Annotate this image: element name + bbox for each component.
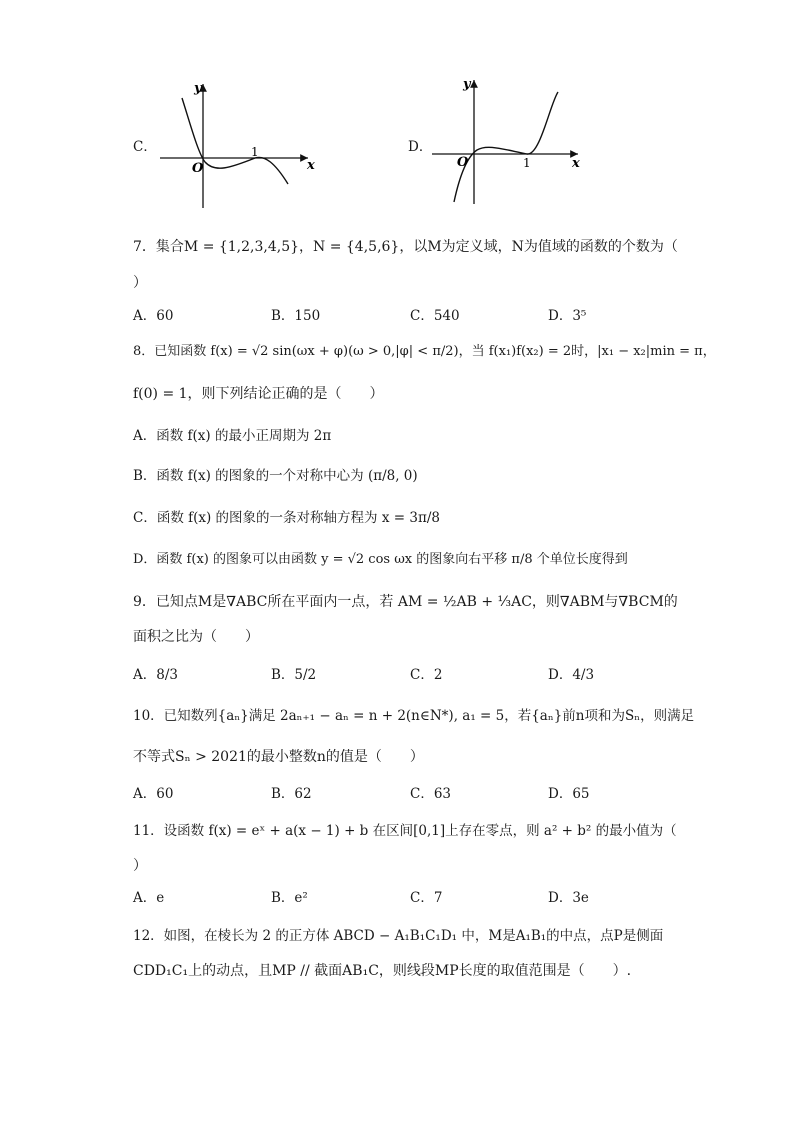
q8-option-d: D．函数 f(x) 的图象可以由函数 y = √2 cos ωx 的图象向右平移 π/8 个单位长度得到 (133, 552, 628, 567)
q9-option-c: C．2 (410, 667, 443, 683)
q9-option-a: A．8/3 (133, 667, 178, 683)
q10-option-b: B．62 (271, 786, 312, 802)
q7-option-a: A．60 (133, 308, 174, 324)
q12-stem-line2: CDD₁C₁上的动点，且MP // 截面AB₁C，则线段MP长度的取值范围是（ ）. (133, 963, 632, 979)
q8-stem-line2: f(0) = 1，则下列结论正确的是（ ） (133, 386, 384, 402)
option-c-graph (160, 78, 320, 213)
q7-option-c: C．540 (410, 308, 460, 324)
q12-stem-line1: 12．如图，在棱长为 2 的正方体 ABCD − A₁B₁C₁D₁ 中，M是A₁B₁的中点，点P是侧面 (133, 928, 664, 944)
q9-option-b: B．5/2 (271, 667, 317, 683)
q10-stem-line1: 10．已知数列{aₙ}满足 2aₙ₊₁ − aₙ = n + 2(n∈N*), a₁ = 5，若{aₙ}前n项和为Sₙ，则满足 (133, 708, 695, 724)
q8-option-b: B．函数 f(x) 的图象的一个对称中心为 (π/8, 0) (133, 468, 418, 484)
origin-label: O (457, 155, 469, 170)
option-d-graph-letter: D． (408, 139, 433, 155)
origin-label: O (192, 161, 204, 176)
q8-option-a: A．函数 f(x) 的最小正周期为 2π (133, 428, 332, 444)
q8-stem-line1: 8．已知函数 f(x) = √2 sin(ωx + φ)(ω > 0,|φ| < π/2)，当 f(x₁)f(x₂) = 2时，|x₁ − x₂|min = π， (133, 344, 716, 359)
q11-option-a: A．e (133, 890, 165, 906)
q11-option-d: D．3e (548, 890, 589, 906)
q7-stem-line2: ） (133, 275, 147, 291)
x-axis-label: x (572, 156, 580, 171)
q11-stem-line2: ） (133, 858, 147, 874)
option-d-graph (432, 74, 592, 209)
q7-option-b: B．150 (271, 308, 321, 324)
q11-option-c: C．7 (410, 890, 443, 906)
x-axis-label: x (307, 158, 315, 173)
q7-stem-line1: 7．集合M = {1,2,3,4,5}，N = {4,5,6}，以M为定义域，N为值域的函数的个数为（ (133, 239, 678, 255)
q9-stem-line1: 9．已知点M是∇ABC所在平面内一点，若 AM = ½AB + ⅓AC，则∇ABM与∇BCM的 (133, 594, 678, 610)
q10-stem-line2: 不等式Sₙ > 2021的最小整数n的值是（ ） (133, 749, 424, 765)
function-curve (454, 92, 558, 202)
option-c-graph-letter: C． (133, 139, 157, 155)
q11-option-b: B．e² (271, 890, 308, 906)
y-axis-label: y (194, 81, 202, 96)
q9-option-d: D．4/3 (548, 667, 595, 683)
tick-1-label: 1 (523, 156, 531, 170)
q11-stem-line1: 11．设函数 f(x) = eˣ + a(x − 1) + b 在区间[0,1]上存在零点，则 a² + b² 的最小值为（ (133, 823, 677, 839)
q10-option-d: D．65 (548, 786, 590, 802)
q7-option-d: D．3⁵ (548, 308, 587, 324)
q10-option-a: A．60 (133, 786, 174, 802)
q8-option-c: C．函数 f(x) 的图象的一条对称轴方程为 x = 3π/8 (133, 510, 440, 526)
q10-option-c: C．63 (410, 786, 452, 802)
y-axis-label: y (463, 77, 471, 92)
tick-1-label: 1 (251, 145, 259, 159)
q9-stem-line2: 面积之比为（ ） (133, 629, 259, 645)
